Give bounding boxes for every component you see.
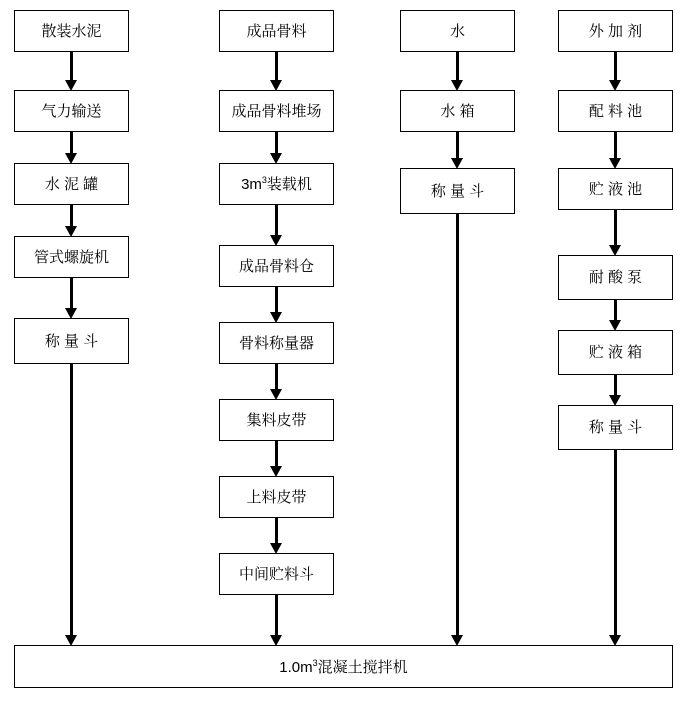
node-admixture-weigh-hopper <box>558 405 673 450</box>
node-label: $3m^3$装载机 <box>241 175 312 193</box>
node-pneumatic-conveying <box>14 90 129 132</box>
connector-aggregate-weigher-to-collecting-belt <box>275 364 278 390</box>
connector-intermediate-hopper-to-concrete-mixer <box>275 595 278 636</box>
node-aggregate-weigher <box>219 322 334 364</box>
connector-storage-box-to-admixture-weigh-hopper <box>614 375 617 396</box>
node-storage-box <box>558 330 673 375</box>
node-aggregate-bin <box>219 245 334 287</box>
node-label: 散装水泥 <box>41 22 102 40</box>
node-acid-resistant-pump <box>558 255 673 300</box>
node-label: 上料皮带 <box>246 488 307 506</box>
node-label: 贮 液 箱 <box>588 344 643 361</box>
node-cement-bulk <box>14 10 129 52</box>
connector-acid-resistant-pump-to-storage-box <box>614 300 617 321</box>
connector-storage-pool-to-acid-resistant-pump <box>614 210 617 246</box>
connector-tube-screw-to-cement-weigh-hopper <box>70 278 73 309</box>
connector-collecting-belt-to-feeding-belt <box>275 441 278 467</box>
node-concrete-mixer <box>14 645 673 688</box>
connector-cement-tank-to-tube-screw <box>70 205 73 227</box>
node-label: 气力输送 <box>41 102 102 120</box>
connector-finished-aggregate-to-aggregate-yard <box>275 52 278 81</box>
connector-cement-weigh-hopper-to-concrete-mixer <box>70 364 73 636</box>
connector-loader-to-aggregate-bin <box>275 205 278 236</box>
node-label: 贮 液 池 <box>588 180 643 198</box>
node-cement-weigh-hopper <box>14 318 129 364</box>
node-batching-pool <box>558 90 673 132</box>
node-label: $1.0m^3$混凝土搅拌机 <box>279 657 408 676</box>
node-label: 成品骨料堆场 <box>231 102 322 120</box>
connector-water-tank-to-water-weigh-hopper <box>456 132 459 159</box>
node-storage-pool <box>558 168 673 210</box>
node-label: 成品骨料仓 <box>238 257 314 275</box>
node-water <box>400 10 515 52</box>
node-loader <box>219 163 334 205</box>
node-label: 成品骨料 <box>246 22 307 40</box>
connector-pneumatic-conveying-to-cement-tank <box>70 132 73 154</box>
connector-water-weigh-hopper-to-concrete-mixer <box>456 214 459 636</box>
node-label: 称 量 斗 <box>44 332 99 350</box>
node-label: 集料皮带 <box>246 411 307 429</box>
connector-aggregate-bin-to-aggregate-weigher <box>275 287 278 313</box>
node-water-tank <box>400 90 515 132</box>
node-label: 中间贮料斗 <box>238 565 314 583</box>
connector-feeding-belt-to-intermediate-hopper <box>275 518 278 544</box>
node-label: 外 加 剂 <box>588 22 643 40</box>
node-cement-tank <box>14 163 129 205</box>
node-label: 耐 酸 泵 <box>588 269 643 286</box>
connector-admixture-weigh-hopper-to-concrete-mixer <box>614 450 617 636</box>
node-label: 称 量 斗 <box>588 419 643 436</box>
node-admixture <box>558 10 673 52</box>
node-feeding-belt <box>219 476 334 518</box>
node-finished-aggregate <box>219 10 334 52</box>
node-water-weigh-hopper <box>400 168 515 214</box>
connector-cement-bulk-to-pneumatic-conveying <box>70 52 73 81</box>
node-label: 水 泥 罐 <box>44 175 99 193</box>
node-intermediate-hopper <box>219 553 334 595</box>
node-label: 称 量 斗 <box>430 182 485 200</box>
connector-water-to-water-tank <box>456 52 459 81</box>
node-label: 水 <box>449 22 465 40</box>
node-label: 水 箱 <box>440 102 475 120</box>
connector-aggregate-yard-to-loader <box>275 132 278 154</box>
node-label: 骨料称量器 <box>238 334 314 352</box>
connector-admixture-to-batching-pool <box>614 52 617 81</box>
node-label: 配 料 池 <box>588 102 643 120</box>
node-tube-screw <box>14 236 129 278</box>
connector-batching-pool-to-storage-pool <box>614 132 617 159</box>
node-aggregate-yard <box>219 90 334 132</box>
node-collecting-belt <box>219 399 334 441</box>
node-label: 管式螺旋机 <box>33 248 109 266</box>
